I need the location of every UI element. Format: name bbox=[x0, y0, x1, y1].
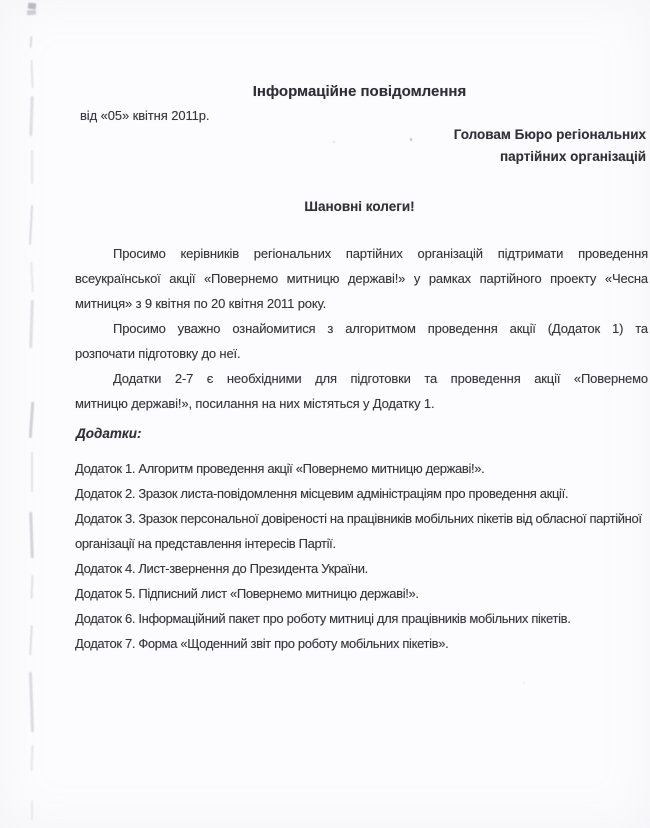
body-line: митниця» з 9 квітня по 20 квітня 2011 року. bbox=[75, 296, 327, 311]
scan-artifact bbox=[28, 3, 37, 10]
attachment-item: Додаток 3. Зразок персональної довіреності на працівників мобільних пікетів від обласної партійної організації на представлення інтересів Партії. bbox=[75, 511, 642, 551]
scan-artifact bbox=[31, 575, 34, 599]
attachment-item: Додаток 6. Інформаційний пакет про роботу митниці для працівників мобільних пікетів. bbox=[75, 611, 571, 626]
scan-artifact bbox=[29, 672, 34, 732]
scan-artifact bbox=[29, 96, 33, 136]
scan-artifact bbox=[29, 512, 34, 558]
attachments-list bbox=[75, 456, 644, 656]
attachments-heading: Додатки: bbox=[76, 426, 142, 441]
scan-artifact bbox=[30, 36, 33, 48]
scan-artifact bbox=[29, 625, 33, 655]
scan-artifact bbox=[31, 745, 34, 771]
scan-artifact bbox=[31, 60, 34, 88]
scan-artifact bbox=[29, 402, 35, 438]
scan-artifact bbox=[523, 682, 525, 684]
attachment-item: Додаток 1. Алгоритм проведення акції «Повернемо митницю державі!». bbox=[75, 461, 485, 476]
scan-artifact bbox=[31, 150, 33, 184]
attachment-item: Додаток 5. Підписний лист «Повернемо митницю державі!». bbox=[75, 586, 419, 601]
body-line: митницю державі!», посилання на них містяться у Додатку 1. bbox=[75, 396, 435, 411]
attachment-item: Додаток 4. Лист-звернення до Президента України. bbox=[75, 561, 368, 576]
document-body bbox=[75, 241, 648, 416]
salutation: Шановні колеги! bbox=[304, 199, 415, 214]
body-line: Просимо керівників регіональних партійних організацій підтримати проведення bbox=[113, 246, 648, 261]
scan-artifact bbox=[27, 10, 36, 16]
recipient-line: Головам Бюро регіональних bbox=[453, 127, 646, 142]
attachment-item: Додаток 2. Зразок листа-повідомлення місцевим адміністраціям про проведення акції. bbox=[75, 486, 569, 501]
scan-artifact bbox=[31, 452, 33, 492]
scan-artifact bbox=[31, 800, 33, 820]
scan-artifact bbox=[29, 205, 33, 245]
document-title: Інформаційне повідомлення bbox=[252, 83, 467, 100]
body-line: Просимо уважно ознайомитися з алгоритмом проведення акції (Додаток 1) та bbox=[113, 321, 648, 336]
body-line: Додатки 2-7 є необхідними для підготовки та проведення акції «Повернемо bbox=[113, 371, 648, 386]
document-date: від «05» квітня 2011р. bbox=[80, 108, 210, 123]
scan-artifact bbox=[30, 262, 34, 292]
body-line: всеукраїнської акції «Повернемо митницю державі!» у рамках партійного проекту «Чесна bbox=[75, 271, 648, 286]
attachment-item: Додаток 7. Форма «Щоденний звіт про роботу мобільних пікетів». bbox=[75, 636, 449, 651]
recipient-block bbox=[246, 124, 646, 168]
recipient-line: партійних організацій bbox=[499, 149, 646, 164]
body-line: розпочати підготовку до неї. bbox=[75, 346, 241, 361]
scan-artifact bbox=[29, 300, 34, 348]
